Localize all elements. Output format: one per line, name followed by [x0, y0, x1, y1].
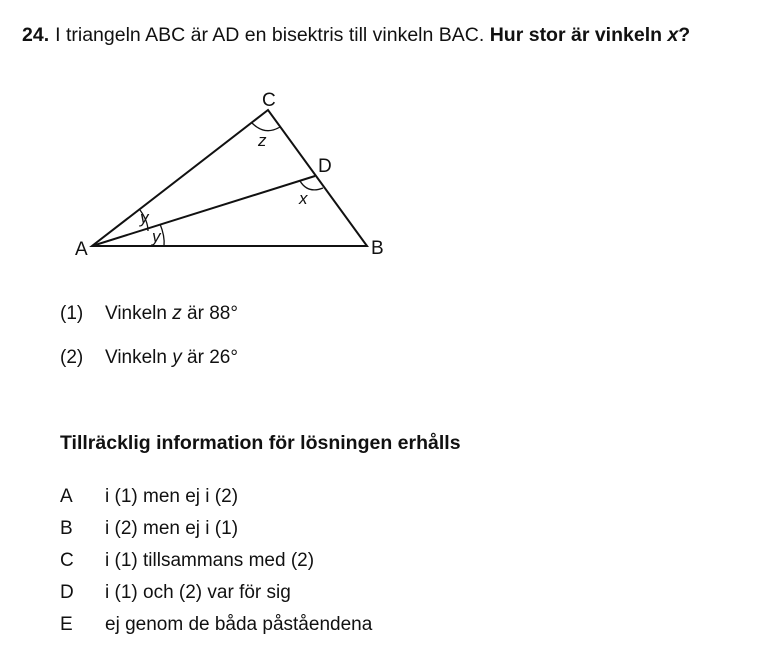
statement-text-pre: Vinkeln	[105, 303, 173, 324]
statement-number: (2)	[60, 347, 84, 368]
statement-2	[60, 346, 238, 370]
angle-arc-y-lower	[160, 224, 164, 246]
option-letter: B	[60, 518, 73, 539]
option-text: i (1) och (2) var för sig	[105, 582, 291, 603]
option-a[interactable]	[60, 485, 238, 509]
statement-variable: y	[172, 347, 182, 368]
angle-label-y-lower: y	[152, 227, 161, 246]
option-letter: E	[60, 614, 73, 635]
statement-text-post: är 88°	[181, 303, 238, 324]
statement-text-pre: Vinkeln	[105, 347, 173, 368]
question-body: I triangeln ABC är AD en bisektris till vinkeln BAC.	[55, 24, 485, 46]
triangle-abc	[92, 110, 367, 246]
triangle-figure	[0, 0, 765, 300]
vertex-label-a: A	[75, 239, 88, 260]
option-e[interactable]	[60, 613, 372, 637]
statement-text-post: är 26°	[181, 347, 238, 368]
bisector-ad	[92, 176, 315, 246]
angle-label-x: x	[299, 189, 308, 208]
question-ask-suffix: ?	[678, 24, 691, 46]
vertex-label-c: C	[262, 90, 276, 111]
option-text: i (1) men ej i (2)	[105, 486, 239, 507]
option-d[interactable]	[60, 581, 291, 605]
angle-label-y-upper: y	[140, 208, 149, 227]
option-c[interactable]	[60, 549, 314, 573]
option-letter: C	[60, 550, 74, 571]
option-text: ej genom de båda påståendena	[105, 614, 373, 635]
angle-label-z: z	[258, 131, 267, 150]
question-number: 24.	[22, 24, 50, 46]
vertex-label-d: D	[318, 156, 332, 177]
statement-number: (1)	[60, 303, 84, 324]
option-letter: D	[60, 582, 74, 603]
option-text: i (2) men ej i (1)	[105, 518, 239, 539]
vertex-label-b: B	[371, 238, 384, 259]
option-text: i (1) tillsammans med (2)	[105, 550, 315, 571]
angle-arc-z	[252, 123, 280, 131]
question-ask-variable: x	[667, 24, 679, 46]
option-letter: A	[60, 486, 73, 507]
statement-1	[60, 302, 238, 326]
question-ask-prefix: Hur stor är vinkeln	[489, 24, 668, 46]
statement-variable: z	[172, 303, 182, 324]
section-title: Tillräcklig information för lösningen erhålls	[60, 432, 461, 454]
option-b[interactable]	[60, 517, 238, 541]
